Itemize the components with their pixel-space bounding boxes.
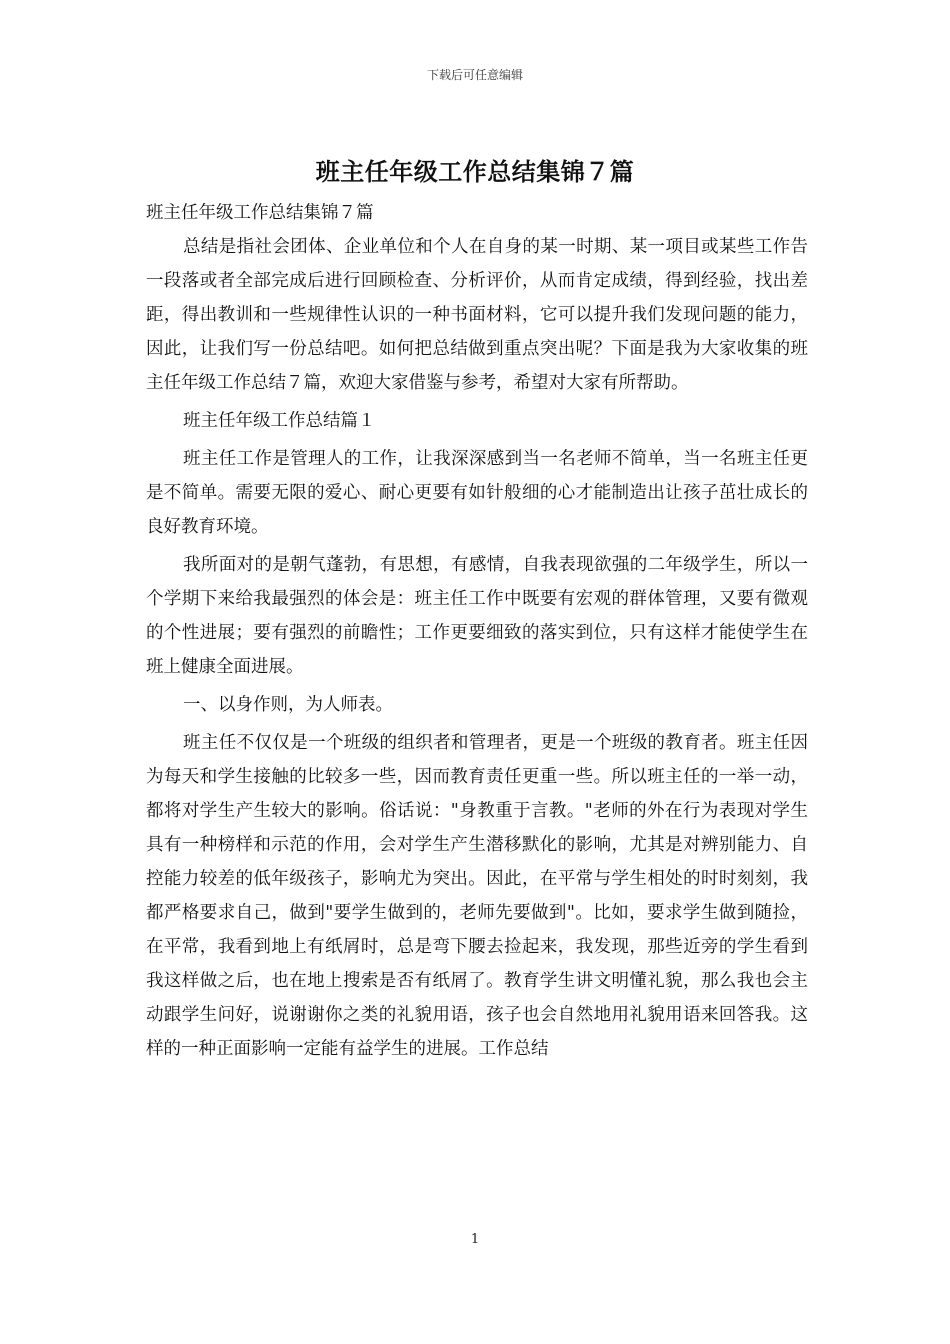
paragraph-3: 班主任不仅仅是一个班级的组织者和管理者，更是一个班级的教育者。班主任因为每天和学生接触的比较多一些，因而教育责任更重一些。所以班主任的一举一动，都将对学生产生较大的影响。俗话说："身教重于言教。"老师的外在行为表现对学生具有一种榜样和示范的作用，会对学生产生潜移默化的影响，尤其是对辨别能力、自控能力较差的低年级孩子，影响尤为突出。因此，在平常与学生相处的时时刻刻，我都严格要求自己，做到"要学生做到的，老师先要做到"。比如，要求学生做到随捡，在平常，我看到地上有纸屑时，总是弯下腰去捡起来，我发现，那些近旁的学生看到我这样做之后，也在地上搜索是否有纸屑了。教育学生讲文明懂礼貌，那么我也会主动跟学生问好，说谢谢你之类的礼貌用语，孩子也会自然地用礼貌用语来回答我。这样的一种正面影响一定能有益学生的进展。工作总结 — [146, 733, 808, 1059]
subtitle: 班主任年级工作总结集锦７篇 — [146, 203, 374, 223]
page-number: 1 — [470, 1232, 480, 1247]
section-title: 班主任年级工作总结篇１ — [183, 411, 376, 431]
intro-paragraph: 总结是指社会团体、企业单位和个人在自身的某一时期、某一项目或某些工作告一段落或者全部完成后进行回顾检查、分析评价，从而肯定成绩，得到经验，找出差距，得出教训和一些规律性认识的一种书面材料，它可以提升我们发现问题的能力，因此，让我们写一份总结吧。如何把总结做到重点突出呢？下面是我为大家收集的班主任年级工作总结７篇，欢迎大家借鉴与参考，希望对大家有所帮助。 — [146, 237, 808, 393]
header-note: 下载后可任意编辑 — [426, 68, 523, 82]
document-body — [146, 196, 808, 1070]
document-title: 班主任年级工作总结集锦７篇 — [315, 158, 635, 186]
paragraph-1: 班主任工作是管理人的工作，让我深深感到当一名老师不简单，当一名班主任更是不简单。需要无限的爱心、耐心更要有如针般细的心才能制造出让孩子茁壮成长的良好教育环境。 — [146, 449, 808, 537]
section-heading-1: 一、以身作则，为人师表。 — [183, 695, 393, 715]
paragraph-2: 我所面对的是朝气蓬勃，有思想，有感情，自我表现欲强的二年级学生，所以一个学期下来给我最强烈的体会是：班主任工作中既要有宏观的群体管理，又要有微观的个性进展；要有强烈的前瞻性；工作更要细致的落实到位，只有这样才能使学生在班上健康全面进展。 — [146, 555, 808, 677]
